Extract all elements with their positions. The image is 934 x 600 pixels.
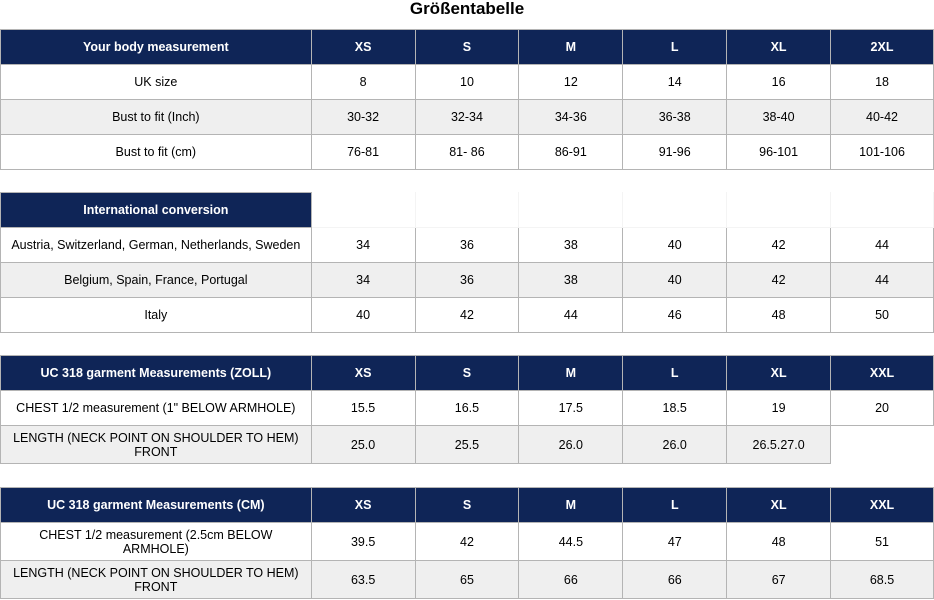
table-cell: 25.0 — [311, 426, 415, 464]
blank-header-cell — [311, 193, 415, 228]
header-cell: XL — [727, 30, 831, 65]
table-cell: 14 — [623, 65, 727, 100]
table-cell: 76-81 — [311, 135, 415, 170]
row-label: LENGTH (NECK POINT ON SHOULDER TO HEM) FRONT — [1, 561, 312, 599]
table-cell: 42 — [415, 523, 519, 561]
row-label: Bust to fit (Inch) — [1, 100, 312, 135]
table-cell: 86-91 — [519, 135, 623, 170]
header-cell: XS — [311, 488, 415, 523]
row-label: Belgium, Spain, France, Portugal — [1, 263, 312, 298]
table-row — [1, 263, 934, 298]
table-row — [1, 100, 934, 135]
table-cell: 42 — [415, 298, 519, 333]
header-cell: S — [415, 30, 519, 65]
table-cell: 91-96 — [623, 135, 727, 170]
table-cell: 40 — [311, 298, 415, 333]
blank-header-cell — [727, 193, 831, 228]
table-cell: 42 — [727, 228, 831, 263]
table-cell: 25.5 — [415, 426, 519, 464]
table-cell: 96-101 — [727, 135, 831, 170]
table-cell: 18.5 — [623, 391, 727, 426]
table-cell: 26.5.27.0 — [727, 426, 831, 464]
table-cell: 46 — [623, 298, 727, 333]
table-row — [1, 561, 934, 599]
table-cell: 38 — [519, 263, 623, 298]
table-cell: 32-34 — [415, 100, 519, 135]
table-cell: 36 — [415, 263, 519, 298]
table-cell: 42 — [727, 263, 831, 298]
table-cell: 30-32 — [311, 100, 415, 135]
table-cell: 12 — [519, 65, 623, 100]
table-row — [1, 426, 934, 464]
table-cell: 38-40 — [727, 100, 831, 135]
row-label: Bust to fit (cm) — [1, 135, 312, 170]
row-label: CHEST 1/2 measurement (1" BELOW ARMHOLE) — [1, 391, 312, 426]
table-row — [1, 65, 934, 100]
row-label: Austria, Switzerland, German, Netherlands, Sweden — [1, 228, 312, 263]
table-row — [1, 298, 934, 333]
blank-header-cell — [623, 193, 727, 228]
table-cell: 20 — [831, 391, 934, 426]
table-cell: 66 — [623, 561, 727, 599]
table-cell: 36-38 — [623, 100, 727, 135]
header-cell: S — [415, 356, 519, 391]
table-row — [1, 391, 934, 426]
table-cell: 40-42 — [831, 100, 934, 135]
table-row — [1, 523, 934, 561]
table-cell: 47 — [623, 523, 727, 561]
table-cell: 18 — [831, 65, 934, 100]
empty-cell — [831, 426, 934, 464]
table-header-row — [1, 30, 934, 65]
header-cell: Your body measurement — [1, 30, 312, 65]
table-row — [1, 135, 934, 170]
row-label: Italy — [1, 298, 312, 333]
table-cell: 63.5 — [311, 561, 415, 599]
header-cell: L — [623, 488, 727, 523]
header-cell: XXL — [831, 488, 934, 523]
header-cell: UC 318 garment Measurements (CM) — [1, 488, 312, 523]
blank-header-cell — [415, 193, 519, 228]
table-cell: 39.5 — [311, 523, 415, 561]
blank-header-cell — [519, 193, 623, 228]
table-cell: 48 — [727, 298, 831, 333]
international-conversion-table — [0, 192, 934, 333]
header-cell: XS — [311, 30, 415, 65]
table-cell: 15.5 — [311, 391, 415, 426]
header-cell: XS — [311, 356, 415, 391]
table-cell: 68.5 — [831, 561, 934, 599]
table-cell: 51 — [831, 523, 934, 561]
table-cell: 66 — [519, 561, 623, 599]
body-measurement-table — [0, 29, 934, 170]
garment-zoll-table — [0, 355, 934, 464]
table-cell: 44 — [831, 263, 934, 298]
table-cell: 16.5 — [415, 391, 519, 426]
table-cell: 8 — [311, 65, 415, 100]
header-cell: M — [519, 488, 623, 523]
row-label: UK size — [1, 65, 312, 100]
table-cell: 17.5 — [519, 391, 623, 426]
page-title: Größentabelle — [409, 0, 525, 18]
header-cell: International conversion — [1, 193, 312, 228]
table-cell: 16 — [727, 65, 831, 100]
table-cell: 48 — [727, 523, 831, 561]
header-cell: L — [623, 30, 727, 65]
header-cell: S — [415, 488, 519, 523]
table-row — [1, 228, 934, 263]
header-cell: M — [519, 356, 623, 391]
table-cell: 34 — [311, 263, 415, 298]
header-cell: M — [519, 30, 623, 65]
row-label: CHEST 1/2 measurement (2.5cm BELOW ARMHOLE) — [1, 523, 312, 561]
blank-header-cell — [831, 193, 934, 228]
table-cell: 67 — [727, 561, 831, 599]
header-cell: XL — [727, 488, 831, 523]
table-cell: 26.0 — [623, 426, 727, 464]
table-header-row — [1, 488, 934, 523]
table-cell: 81- 86 — [415, 135, 519, 170]
table-cell: 10 — [415, 65, 519, 100]
header-cell: 2XL — [831, 30, 934, 65]
table-header-row — [1, 193, 934, 228]
row-label: LENGTH (NECK POINT ON SHOULDER TO HEM) FRONT — [1, 426, 312, 464]
table-cell: 40 — [623, 228, 727, 263]
table-cell: 38 — [519, 228, 623, 263]
table-cell: 34-36 — [519, 100, 623, 135]
table-cell: 19 — [727, 391, 831, 426]
header-cell: UC 318 garment Measurements (ZOLL) — [1, 356, 312, 391]
table-cell: 26.0 — [519, 426, 623, 464]
table-cell: 44 — [519, 298, 623, 333]
table-cell: 36 — [415, 228, 519, 263]
header-cell: XL — [727, 356, 831, 391]
header-cell: XXL — [831, 356, 934, 391]
table-cell: 50 — [831, 298, 934, 333]
table-cell: 44 — [831, 228, 934, 263]
table-cell: 34 — [311, 228, 415, 263]
table-cell: 65 — [415, 561, 519, 599]
header-cell: L — [623, 356, 727, 391]
table-cell: 44.5 — [519, 523, 623, 561]
table-header-row — [1, 356, 934, 391]
garment-cm-table — [0, 487, 934, 599]
table-cell: 101-106 — [831, 135, 934, 170]
table-cell: 40 — [623, 263, 727, 298]
